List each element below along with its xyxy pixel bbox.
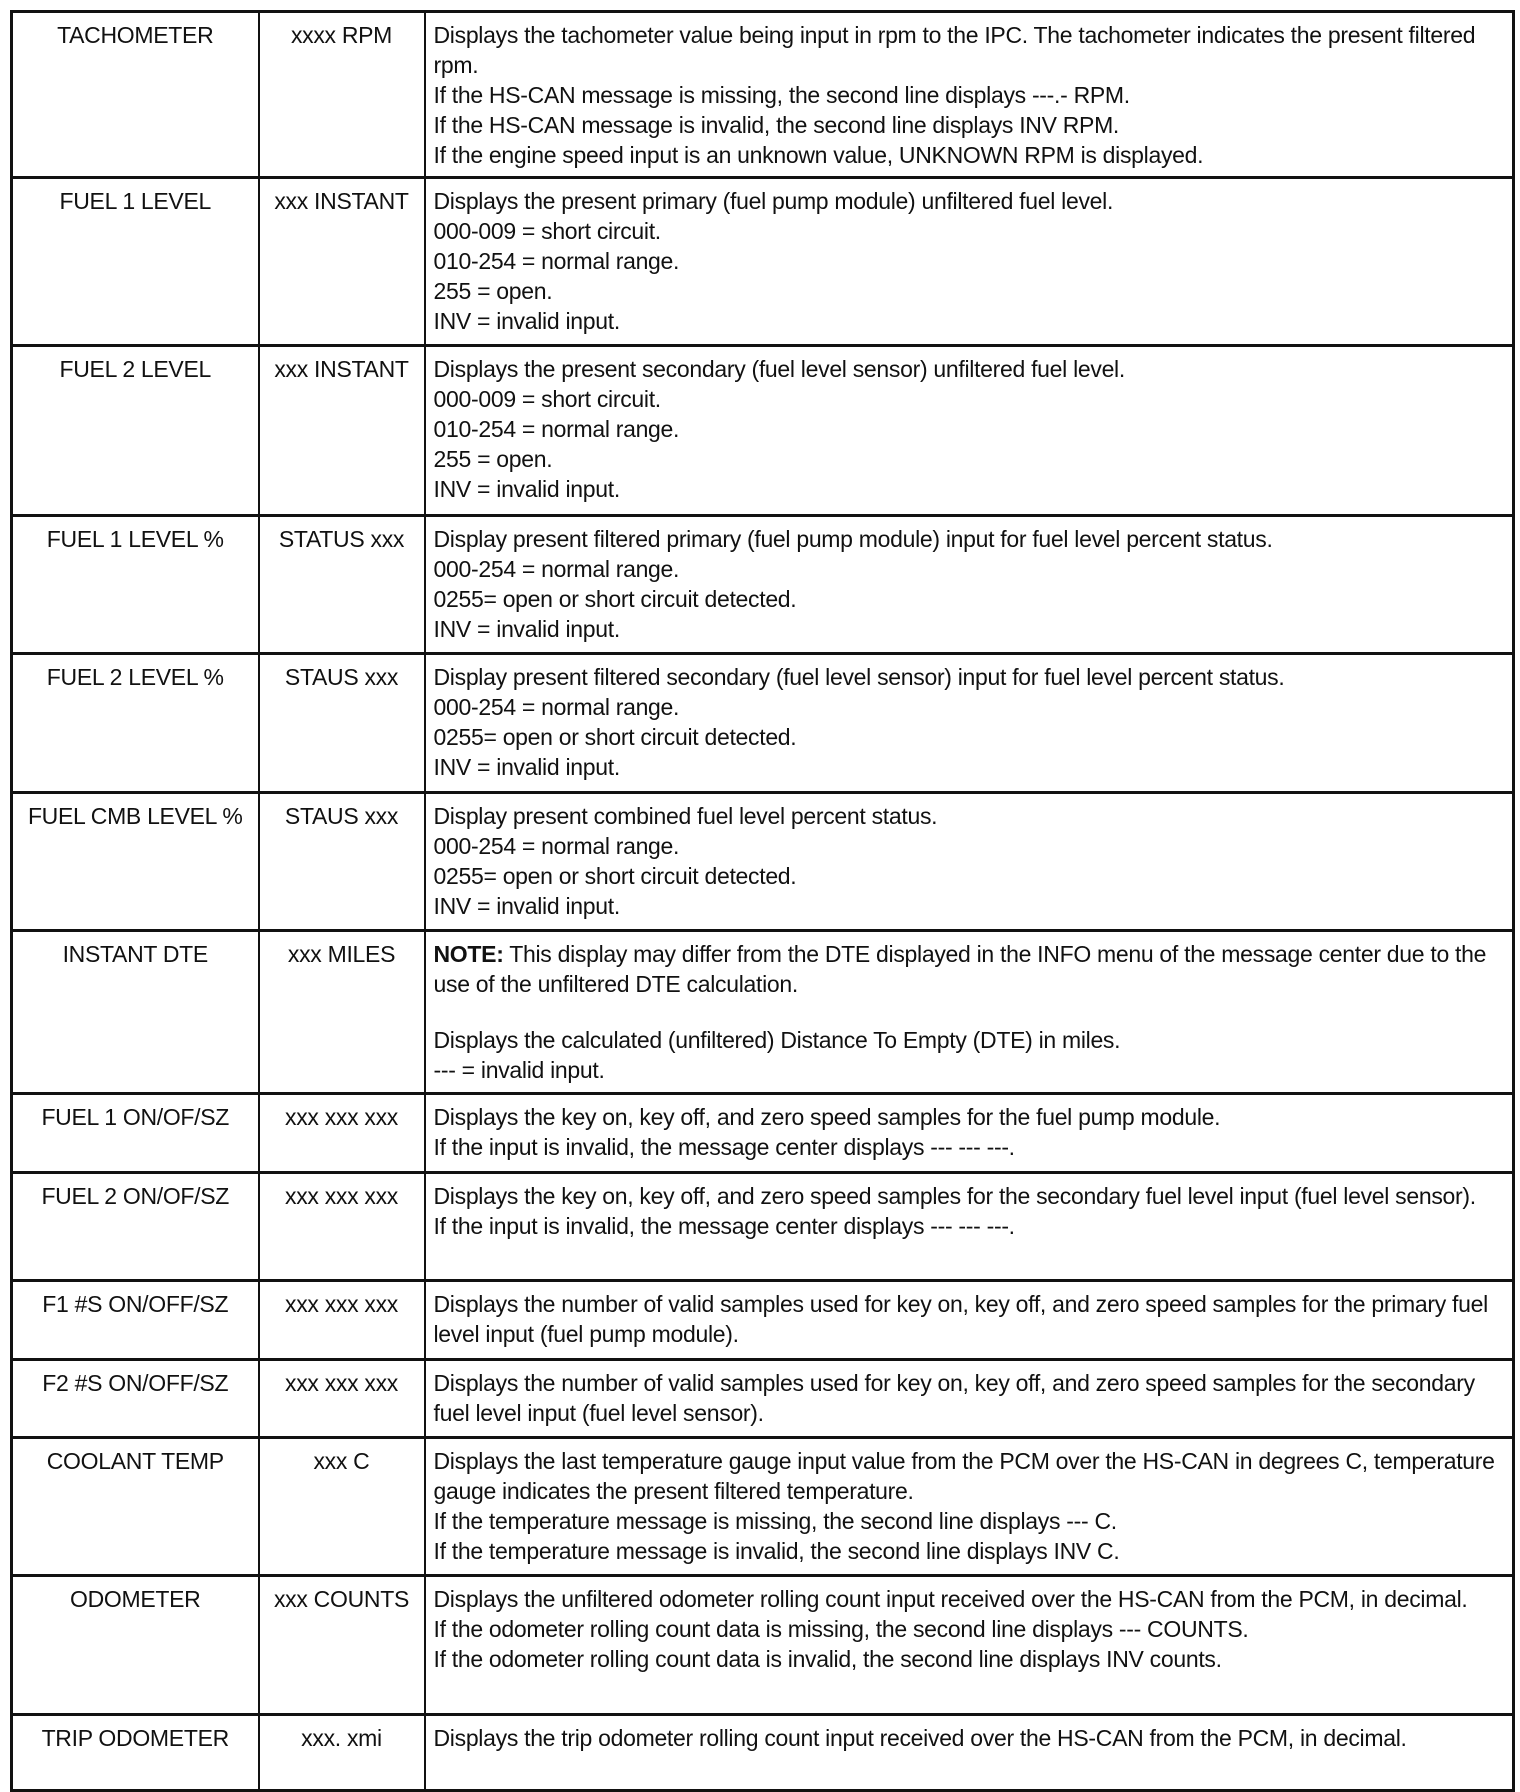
parameter-value-format: xxx xxx xxx [259,1360,425,1438]
description-line: --- = invalid input. [433,1057,605,1083]
table-row [12,1438,1514,1576]
description-line: If the engine speed input is an unknown value, UNKNOWN RPM is displayed. [433,142,1204,168]
table-row [12,1715,1514,1791]
table-row [12,346,1514,516]
description-line: 010-254 = normal range. [433,248,680,274]
parameter-description [425,1715,1514,1791]
description-line: Displays the unfiltered odometer rolling count input received over the HS-CAN from the PCM, in decimal. [433,1586,1468,1612]
table-row [12,654,1514,793]
table-row [12,1281,1514,1360]
parameter-name: TRIP ODOMETER [12,1715,259,1791]
parameter-name: FUEL CMB LEVEL % [12,793,259,931]
description-line: If the odometer rolling count data is missing, the second line displays --- COUNTS. [433,1616,1249,1642]
parameter-description [425,516,1514,654]
parameter-value-format: xxx xxx xxx [259,1281,425,1360]
parameter-name: FUEL 2 LEVEL % [12,654,259,793]
description-line: Displays the key on, key off, and zero speed samples for the secondary fuel level input (fuel level sensor). [433,1183,1476,1209]
description-line: Display present filtered secondary (fuel level sensor) input for fuel level percent status. [433,664,1285,690]
parameter-name: FUEL 2 ON/OF/SZ [12,1173,259,1281]
parameter-value-format: xxxx RPM [259,12,425,178]
parameter-name: F2 #S ON/OFF/SZ [12,1360,259,1438]
table-row [12,1094,1514,1173]
parameter-name: FUEL 1 LEVEL [12,178,259,346]
parameter-value-format: xxx MILES [259,931,425,1094]
parameter-description [425,1094,1514,1173]
table-row [12,12,1514,178]
description-line: If the temperature message is invalid, the second line displays INV C. [433,1538,1120,1564]
paragraph-gap [434,999,1505,1025]
description-line: INV = invalid input. [433,308,620,334]
note-label: NOTE: [433,941,504,967]
description-line: Displays the number of valid samples used for key on, key off, and zero speed samples for the primary fuel level input (fuel pump module). [433,1291,1488,1347]
parameter-description [425,1360,1514,1438]
parameter-name: ODOMETER [12,1576,259,1715]
table-row [12,1360,1514,1438]
description-line: Displays the trip odometer rolling count input received over the HS-CAN from the PCM, in decimal. [433,1725,1407,1751]
description-line: 255 = open. [433,278,553,304]
table-row [12,931,1514,1094]
description-line: 0255= open or short circuit detected. [433,863,797,889]
parameter-name: TACHOMETER [12,12,259,178]
parameter-table-body [12,12,1514,1791]
note-text: This display may differ from the DTE displayed in the INFO menu of the message center due to the use of the unfiltered DTE calculation. [433,941,1487,997]
parameter-name: F1 #S ON/OFF/SZ [12,1281,259,1360]
parameter-description [425,1281,1514,1360]
description-line: 000-009 = short circuit. [433,386,661,412]
description-line: INV = invalid input. [433,754,620,780]
parameter-description [425,178,1514,346]
description-line: 0255= open or short circuit detected. [433,724,797,750]
parameter-name: FUEL 2 LEVEL [12,346,259,516]
parameter-description [425,1576,1514,1715]
description-line: 010-254 = normal range. [433,416,680,442]
description-line: Displays the present primary (fuel pump module) unfiltered fuel level. [433,188,1114,214]
description-line: If the temperature message is missing, the second line displays --- C. [433,1508,1117,1534]
description-line: Display present filtered primary (fuel pump module) input for fuel level percent status. [433,526,1273,552]
parameter-description [425,1438,1514,1576]
table-row [12,178,1514,346]
parameter-description [425,346,1514,516]
description-line: Displays the key on, key off, and zero speed samples for the fuel pump module. [433,1104,1221,1130]
table-row [12,516,1514,654]
description-line: Displays the calculated (unfiltered) Distance To Empty (DTE) in miles. [433,1027,1121,1053]
parameter-value-format: xxx INSTANT [259,346,425,516]
description-line: If the input is invalid, the message center displays --- --- ---. [433,1213,1015,1239]
parameter-description [425,931,1514,1094]
parameter-description [425,12,1514,178]
parameter-value-format: STATUS xxx [259,516,425,654]
parameter-name: INSTANT DTE [12,931,259,1094]
description-line: Displays the present secondary (fuel level sensor) unfiltered fuel level. [433,356,1125,382]
description-line: INV = invalid input. [433,616,620,642]
description-line: Display present combined fuel level percent status. [433,803,938,829]
parameter-value-format: xxx. xmi [259,1715,425,1791]
description-line: If the HS-CAN message is invalid, the second line displays INV RPM. [433,112,1120,138]
description-line: INV = invalid input. [433,893,620,919]
description-line: Displays the last temperature gauge input value from the PCM over the HS-CAN in degrees C, temperature gauge indicates the present filtered temperature. [433,1448,1495,1504]
description-line: If the input is invalid, the message center displays --- --- ---. [433,1134,1015,1160]
description-line: 0255= open or short circuit detected. [433,586,797,612]
table-row [12,793,1514,931]
description-line: If the odometer rolling count data is invalid, the second line displays INV counts. [433,1646,1222,1672]
description-line: INV = invalid input. [433,476,620,502]
table-row [12,1576,1514,1715]
description-line: If the HS-CAN message is missing, the second line displays ---.- RPM. [433,82,1130,108]
description-line: 255 = open. [433,446,553,472]
description-line: 000-254 = normal range. [433,694,680,720]
parameter-name: FUEL 1 ON/OF/SZ [12,1094,259,1173]
parameter-table [10,10,1515,1792]
parameter-description [425,1173,1514,1281]
parameter-name: FUEL 1 LEVEL % [12,516,259,654]
parameter-value-format: xxx COUNTS [259,1576,425,1715]
description-line: Displays the number of valid samples used for key on, key off, and zero speed samples for the secondary fuel level input (fuel level sensor). [433,1370,1475,1426]
description-line: 000-254 = normal range. [433,833,680,859]
description-line: 000-009 = short circuit. [433,218,661,244]
parameter-value-format: xxx INSTANT [259,178,425,346]
parameter-name: COOLANT TEMP [12,1438,259,1576]
parameter-value-format: xxx xxx xxx [259,1094,425,1173]
parameter-value-format: STAUS xxx [259,654,425,793]
parameter-value-format: STAUS xxx [259,793,425,931]
description-line: 000-254 = normal range. [433,556,680,582]
note [434,939,1505,999]
parameter-value-format: xxx xxx xxx [259,1173,425,1281]
description-line: Displays the tachometer value being input in rpm to the IPC. The tachometer indicates the present filtered rpm. [433,22,1476,78]
table-row [12,1173,1514,1281]
parameter-value-format: xxx C [259,1438,425,1576]
parameter-description [425,793,1514,931]
parameter-description [425,654,1514,793]
